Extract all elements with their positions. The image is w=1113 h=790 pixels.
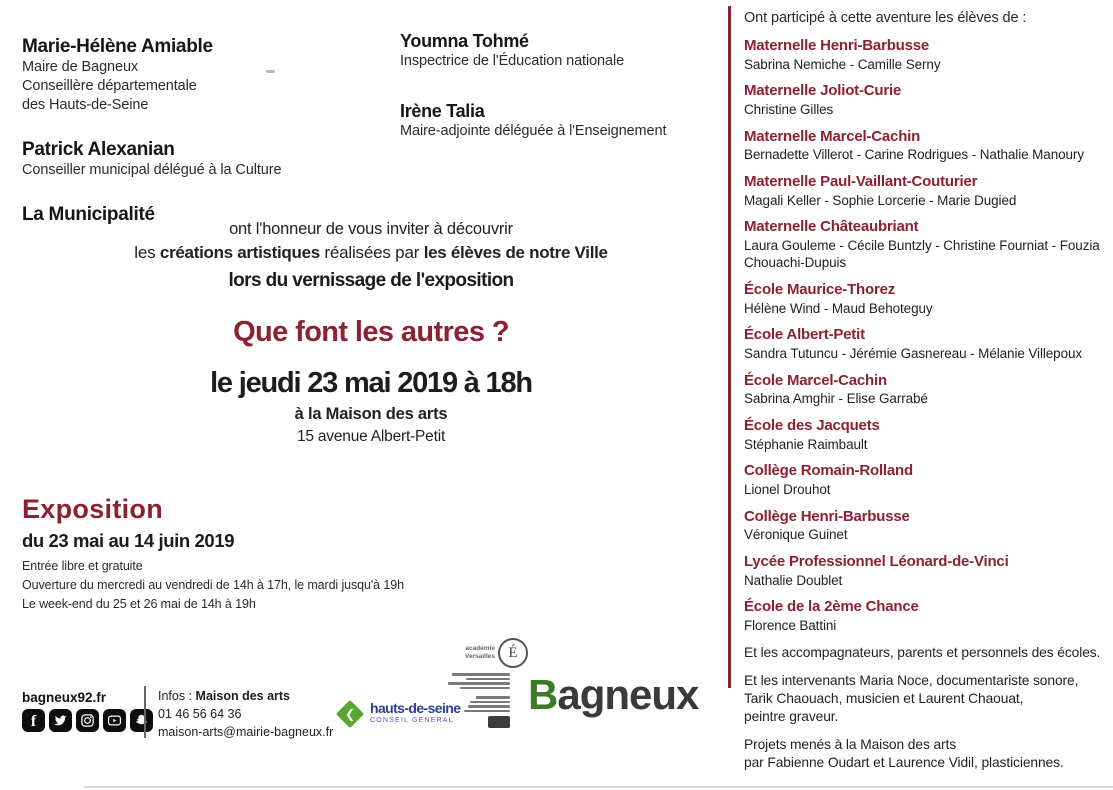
academie-logo-seal: [488, 716, 510, 728]
note-line: Et les accompagnateurs, parents et personnels des écoles.: [744, 645, 1101, 661]
official-entry: [22, 36, 382, 115]
school-name: École des Jacquets: [744, 416, 880, 434]
official-name: Irène Talia: [400, 100, 485, 121]
official-name: Marie-Hélène Amiable: [22, 36, 213, 57]
school-name: École Albert-Petit: [744, 326, 865, 344]
participant-names: Sabrina Amghir - Elise Garrabé: [744, 391, 928, 407]
invitation-block: [0, 220, 742, 446]
school-name: Lycée Professionnel Léonard-de-Vinci: [744, 552, 1009, 570]
exposition-info-line: Le week-end du 25 et 26 mai de 14h à 19h: [22, 596, 256, 611]
participant-names: Lionel Drouhot: [744, 481, 831, 497]
email-address: maison-arts@mairie-bagneux.fr: [158, 724, 334, 739]
school-name: Maternelle Joliot-Curie: [744, 82, 902, 100]
website-block: [22, 690, 153, 732]
invitation-line: ont l'honneur de vous inviter à découvrir: [229, 220, 513, 238]
participant-group: [744, 218, 1110, 272]
phone-number: 01 46 56 64 36: [158, 706, 242, 721]
red-vertical-divider: [728, 6, 731, 688]
invitation-line: [0, 243, 742, 263]
official-entry: [22, 139, 382, 180]
invitation-text-bold: les élèves de notre Ville: [423, 243, 608, 262]
school-name: Maternelle Marcel-Cachin: [744, 127, 921, 145]
academie-logo-wordmark: [465, 645, 495, 661]
infos-venue: Maison des arts: [195, 689, 291, 703]
official-title: Conseillère départementale: [22, 77, 197, 94]
event-address: 15 avenue Albert-Petit: [296, 428, 446, 445]
participants-heading: Ont participé à cette aventure les élèves de :: [744, 10, 1027, 26]
bagneux-logo-initial: B: [528, 671, 558, 718]
infos-line: [158, 688, 333, 706]
contact-infos-block: [158, 688, 333, 741]
academie-logo-top: [448, 638, 528, 668]
participants-note: [744, 672, 1110, 726]
participant-group: [744, 417, 1110, 453]
official-title: Conseiller municipal délégué à la Culture: [22, 162, 282, 179]
official-title: des Hauts-de-Seine: [22, 97, 149, 114]
academie-word: Versailles: [465, 653, 495, 660]
event-venue: à la Maison des arts: [294, 405, 448, 423]
academie-circle-e-icon: É: [498, 638, 528, 668]
participants-note: [744, 736, 1110, 772]
participant-names: Stéphanie Raimbault: [744, 436, 868, 452]
twitter-icon: [49, 709, 72, 732]
official-name: Youmna Tohmé: [400, 31, 529, 51]
website-url: bagneux92.fr: [22, 690, 107, 705]
invitation-text-bold: créations artistiques: [159, 243, 320, 262]
hauts-de-seine-diamond-icon: ❮: [336, 700, 364, 728]
note-line: Tarik Chaouach, musicien et Laurent Chaouat,: [744, 691, 1024, 707]
school-name: École Maurice-Thorez: [744, 281, 896, 299]
note-line: peintre graveur.: [744, 709, 839, 725]
participant-names: Christine Gilles: [744, 102, 834, 118]
participant-group: [744, 128, 1110, 164]
participant-group: [744, 462, 1110, 498]
scan-edge-line: [84, 786, 1113, 788]
participant-group: [744, 281, 1110, 317]
exposition-info-line: Entrée libre et gratuite: [22, 559, 143, 573]
invitation-text: les: [134, 243, 160, 262]
participant-group: [744, 326, 1110, 362]
youtube-icon: [103, 709, 126, 732]
exposition-info: [22, 557, 442, 613]
exposition-info-line: Ouverture du mercredi au vendredi de 14h à 17h, le mardi jusqu'à 19h: [22, 577, 404, 592]
participants-column: [744, 10, 1110, 772]
exposition-heading: Exposition: [22, 494, 164, 524]
participant-group: [744, 173, 1110, 209]
note-line: Projets menés à la Maison des arts: [744, 737, 957, 753]
official-entry: [400, 31, 730, 71]
academie-versailles-logo: [448, 638, 528, 728]
school-name: Maternelle Châteaubriant: [744, 218, 919, 236]
participant-group: [744, 372, 1110, 408]
school-name: École Marcel-Cachin: [744, 371, 887, 389]
facebook-icon: f: [22, 709, 45, 732]
participant-names: Bernadette Villerot - Carine Rodrigues - Nathalie Manoury: [744, 147, 1084, 163]
snapchat-icon: [130, 709, 153, 732]
school-name: Collège Romain-Rolland: [744, 462, 913, 480]
academie-logo-small-text: [448, 673, 528, 712]
school-name: Maternelle Paul-Vaillant-Couturier: [744, 172, 978, 190]
officials-middle-column: [400, 31, 730, 171]
participant-names: Florence Battini: [744, 617, 837, 633]
official-name: Patrick Alexanian: [22, 139, 175, 161]
participant-group: [744, 598, 1110, 634]
footer-vertical-divider: [144, 686, 146, 738]
hauts-de-seine-text: [370, 700, 460, 724]
invitation-line: lors du vernissage de l'exposition: [228, 270, 514, 291]
exposition-dates: du 23 mai au 14 juin 2019: [22, 530, 235, 551]
participants-note: [744, 644, 1110, 662]
hauts-de-seine-name: hauts-de-seine: [370, 700, 461, 716]
participant-names: Sabrina Nemiche - Camille Serny: [744, 56, 941, 72]
school-name: Collège Henri-Barbusse: [744, 507, 910, 525]
official-name: La Municipalité: [22, 204, 155, 226]
exhibition-title: Que font les autres ?: [233, 316, 509, 348]
invitation-text: réalisées par: [319, 243, 424, 262]
hauts-de-seine-subtitle: CONSEIL GENERAL: [370, 717, 454, 724]
official-entry: [400, 101, 730, 141]
participant-group: [744, 553, 1110, 589]
exposition-block: [22, 494, 442, 613]
note-line: Et les intervenants Maria Noce, documentariste sonore,: [744, 673, 1079, 689]
participant-names: Sandra Tutuncu - Jérémie Gasnereau - Mélanie Villepoux: [744, 346, 1083, 362]
instagram-icon: [76, 709, 99, 732]
official-title: Inspectrice de l'Éducation nationale: [400, 52, 625, 69]
event-datetime: le jeudi 23 mai 2019 à 18h: [210, 367, 532, 399]
official-title: Maire de Bagneux: [22, 58, 139, 75]
participant-group: [744, 37, 1110, 73]
infos-label: Infos :: [158, 689, 196, 703]
social-icon-row: [22, 709, 153, 732]
participant-names: Hélène Wind - Maud Behoteguy: [744, 300, 933, 316]
scan-artifact: [266, 70, 275, 73]
participant-group: [744, 82, 1110, 118]
bagneux-logo-rest: agneux: [557, 671, 699, 718]
academie-word: académie: [465, 645, 495, 653]
participant-names: Laura Gouleme - Cécile Buntzly - Christine Fourniat - Fouzia Chouachi-Dupuis: [744, 237, 1100, 271]
official-title: Maire-adjointe déléguée à l'Enseignement: [400, 122, 667, 139]
officials-left-column: [22, 36, 382, 250]
participant-names: Véronique Guinet: [744, 527, 848, 543]
note-line: par Fabienne Oudart et Laurence Vidil, plasticiennes.: [744, 755, 1064, 771]
bagneux-city-logo: [528, 671, 699, 718]
school-name: Maternelle Henri-Barbusse: [744, 37, 930, 54]
participant-names: Nathalie Doublet: [744, 572, 843, 588]
participant-names: Magali Keller - Sophie Lorcerie - Marie Dugied: [744, 192, 1017, 208]
hauts-de-seine-logo: [336, 700, 460, 724]
participant-group: [744, 508, 1110, 544]
school-name: École de la 2ème Chance: [744, 598, 919, 616]
